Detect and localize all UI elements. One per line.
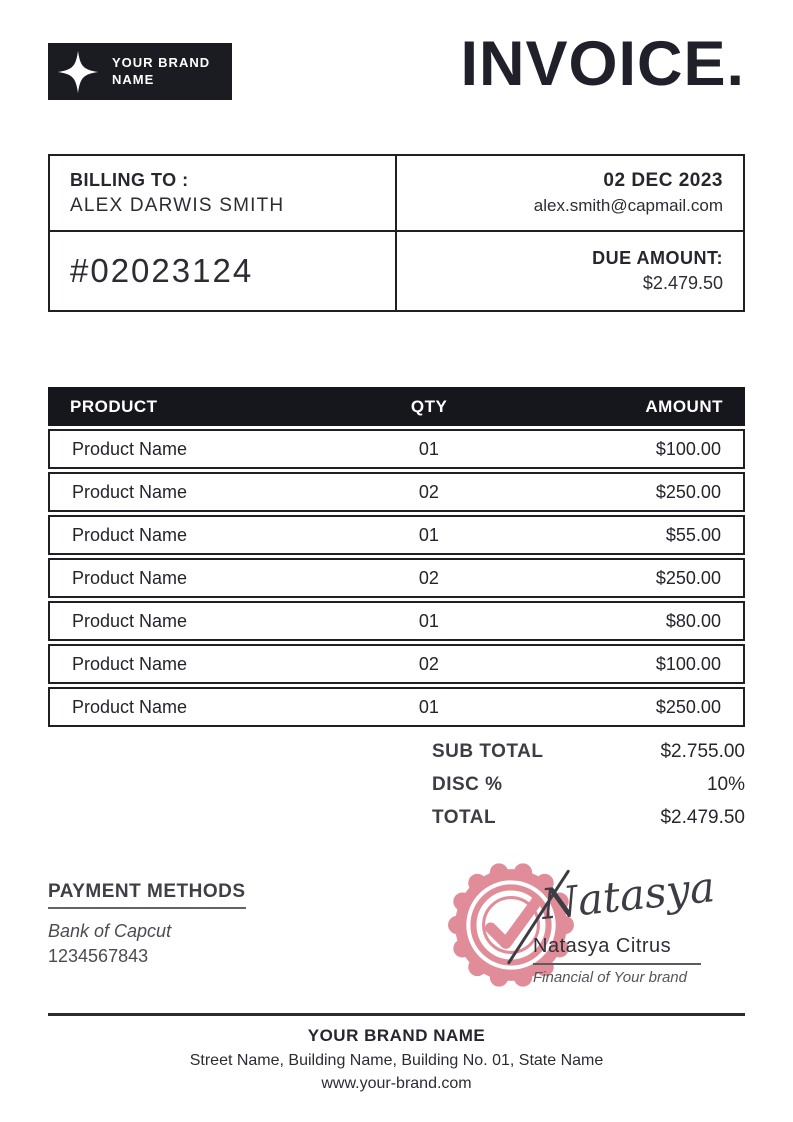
- table-row: [48, 601, 745, 641]
- table-row: [48, 515, 745, 555]
- cell-qty: 02: [418, 481, 439, 502]
- payment-methods-heading: PAYMENT METHODS: [48, 881, 246, 909]
- billing-to-label: BILLING TO :: [70, 169, 189, 190]
- subtotal-row: [432, 741, 745, 763]
- page-title: INVOICE.: [460, 29, 745, 99]
- cell-product: Product Name: [72, 653, 188, 674]
- table-row: [48, 687, 745, 727]
- billing-email: alex.smith@capmail.com: [533, 196, 723, 215]
- invoice-number-cell: [50, 232, 397, 310]
- discount-value: 10%: [706, 774, 745, 795]
- signature-script: Natasya: [538, 862, 718, 929]
- cell-product: Product Name: [72, 610, 188, 631]
- cell-qty: 01: [418, 524, 439, 545]
- footer: [48, 1026, 745, 1093]
- billing-info-box: [48, 154, 745, 312]
- header: [48, 29, 745, 100]
- table-row: [48, 472, 745, 512]
- cell-qty: 01: [418, 696, 439, 717]
- signatory-name: Natasya Citrus: [533, 935, 701, 965]
- cell-qty: 01: [418, 438, 439, 459]
- discount-label: DISC %: [432, 774, 503, 795]
- table-row: [48, 429, 745, 469]
- brand-logo: [48, 43, 232, 100]
- footer-divider: [48, 1013, 745, 1016]
- cell-product: Product Name: [72, 696, 188, 717]
- due-amount-cell: [397, 232, 743, 310]
- sparkle-icon: [56, 47, 100, 97]
- cell-qty: 02: [418, 567, 439, 588]
- cell-amount: $80.00: [665, 610, 721, 631]
- footer-brand-name: YOUR BRAND NAME: [307, 1026, 486, 1045]
- cell-qty: 02: [418, 653, 439, 674]
- cell-qty: 01: [418, 610, 439, 631]
- table-header-row: [48, 387, 745, 426]
- billing-to-cell: [50, 156, 397, 232]
- total-row: [432, 807, 745, 829]
- cell-amount: $250.00: [655, 481, 721, 502]
- header-qty: QTY: [410, 396, 448, 416]
- total-value: $2.479.50: [660, 807, 745, 828]
- cell-product: Product Name: [72, 438, 188, 459]
- bottom-section: [48, 859, 745, 1005]
- date-email-cell: [397, 156, 743, 232]
- billing-to-name: ALEX DARWIS SMITH: [70, 194, 285, 216]
- cell-product: Product Name: [72, 524, 188, 545]
- invoice-number: #02023124: [70, 252, 254, 289]
- cell-amount: $100.00: [655, 438, 721, 459]
- due-amount-label: DUE AMOUNT:: [592, 248, 723, 268]
- product-table: [48, 387, 745, 727]
- brand-name: [112, 55, 210, 89]
- discount-row: [432, 774, 745, 796]
- cell-product: Product Name: [72, 481, 188, 502]
- footer-address: Street Name, Building Name, Building No. 01, State Name: [189, 1052, 604, 1069]
- signature-block: [445, 859, 745, 1005]
- signatory-role: Financial of Your brand: [533, 969, 687, 986]
- due-amount-value: $2.479.50: [642, 273, 723, 293]
- cell-amount: $55.00: [665, 524, 721, 545]
- cell-product: Product Name: [72, 567, 188, 588]
- cell-amount: $250.00: [655, 696, 721, 717]
- header-amount: AMOUNT: [645, 396, 723, 416]
- table-row: [48, 558, 745, 598]
- payment-bank-name: Bank of Capcut: [48, 921, 172, 941]
- payment-account-number: 1234567843: [48, 946, 149, 966]
- payment-methods: [48, 859, 246, 1005]
- cell-amount: $250.00: [655, 567, 721, 588]
- subtotal-label: SUB TOTAL: [432, 741, 544, 762]
- table-row: [48, 644, 745, 684]
- cell-amount: $100.00: [655, 653, 721, 674]
- invoice-date: 02 DEC 2023: [603, 170, 723, 191]
- brand-name-line1: YOUR BRAND: [112, 54, 211, 70]
- brand-name-line2: NAME: [112, 71, 155, 87]
- totals-summary: [432, 741, 745, 829]
- header-product: PRODUCT: [70, 396, 158, 416]
- subtotal-value: $2.755.00: [660, 741, 745, 762]
- footer-website: www.your-brand.com: [321, 1075, 472, 1092]
- total-label: TOTAL: [432, 807, 497, 828]
